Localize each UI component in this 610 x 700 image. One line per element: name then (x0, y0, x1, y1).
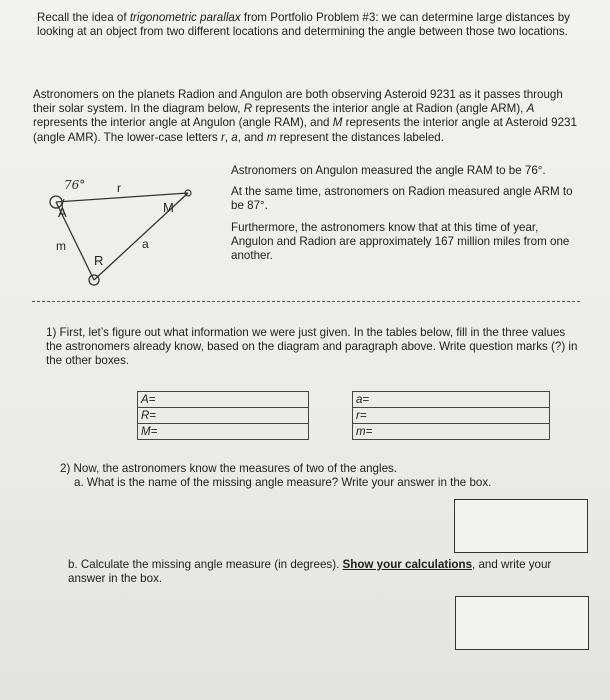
context-text: represents the interior angle at Radion (angle ARM), (252, 102, 527, 116)
context-text: represents the interior angle at Asteroid 9231 (angle AMR). The lower-case letters (33, 116, 577, 144)
section-divider (32, 301, 580, 302)
context-text: Astronomers on the planets Radion and Angulon are both observing Asteroid 9231 as it passes through their solar system. In the diagram below, (33, 88, 563, 116)
side-a-cell[interactable]: a= (353, 392, 550, 408)
triangle-diagram (38, 172, 218, 292)
side-m-cell[interactable]: m= (353, 424, 550, 440)
given-facts (231, 164, 576, 270)
question-1: 1) First, let’s figure out what information we were just given. In the tables below, fill in the three values the astronomers already know, based on the diagram and paragraph above. Write question marks (?) in the other boxes. (46, 326, 578, 368)
angle-M-cell[interactable]: M= (138, 424, 309, 440)
context-text: represents the interior angle at Angulon (angle RAM), and (33, 116, 333, 130)
intro-paragraph (37, 11, 582, 39)
context-paragraph (33, 88, 581, 145)
var-r: r (220, 130, 225, 144)
angle-R-cell[interactable]: R= (138, 408, 309, 424)
vertex-label-R: R (94, 253, 104, 268)
side-label-m: m (56, 239, 66, 253)
fact-distance: Furthermore, the astronomers know that at this time of year, Angulon and Radion are approximately 167 million miles from one another. (231, 220, 570, 263)
question-2: 2) Now, the astronomers know the measures of two of the angles. (60, 462, 398, 475)
question-2b-text-end: , and write your answer in the box. (68, 558, 552, 586)
sides-table (352, 391, 550, 440)
question-2b-text: b. Calculate the missing angle measure (in degrees). (68, 558, 343, 571)
angle-A-cell[interactable]: A= (138, 392, 309, 408)
vertex-label-M: M (163, 200, 174, 215)
angles-table (137, 391, 309, 440)
context-text: , and (237, 130, 267, 144)
intro-text-2: from Portfolio Problem #3: we can determine large distances by looking at an object from two different locations and determining the angle between those two locations. (37, 11, 570, 39)
answer-box-2a[interactable] (454, 499, 588, 553)
context-text: , (224, 130, 232, 144)
question-2b-emphasis: Show your calculations (342, 558, 473, 571)
question-2b (68, 558, 580, 586)
fact-angle-ARM: At the same time, astronomers on Radion measured angle ARM to be 87°. (231, 185, 573, 213)
handwritten-angle-note: 76° (64, 178, 86, 192)
side-label-a: a (142, 237, 149, 251)
context-text: represent the distances labeled. (276, 130, 444, 144)
question-2a: a. What is the name of the missing angle measure? Write your answer in the box. (74, 476, 492, 489)
var-R: R (243, 102, 253, 116)
var-a: a (231, 130, 238, 144)
intro-text-1: Recall the idea of (37, 11, 130, 24)
answer-box-2b[interactable] (455, 596, 589, 650)
vertex-label-A: A (58, 205, 67, 220)
side-a-line (94, 193, 188, 280)
intro-term: trigonometric parallax (129, 11, 241, 24)
var-M: M (332, 116, 343, 130)
side-label-r: r (117, 181, 121, 195)
fact-angle-RAM: Astronomers on Angulon measured the angle RAM to be 76°. (231, 164, 546, 177)
var-m: m (266, 130, 277, 144)
side-r-cell[interactable]: r= (353, 408, 550, 424)
var-A: A (526, 102, 535, 116)
